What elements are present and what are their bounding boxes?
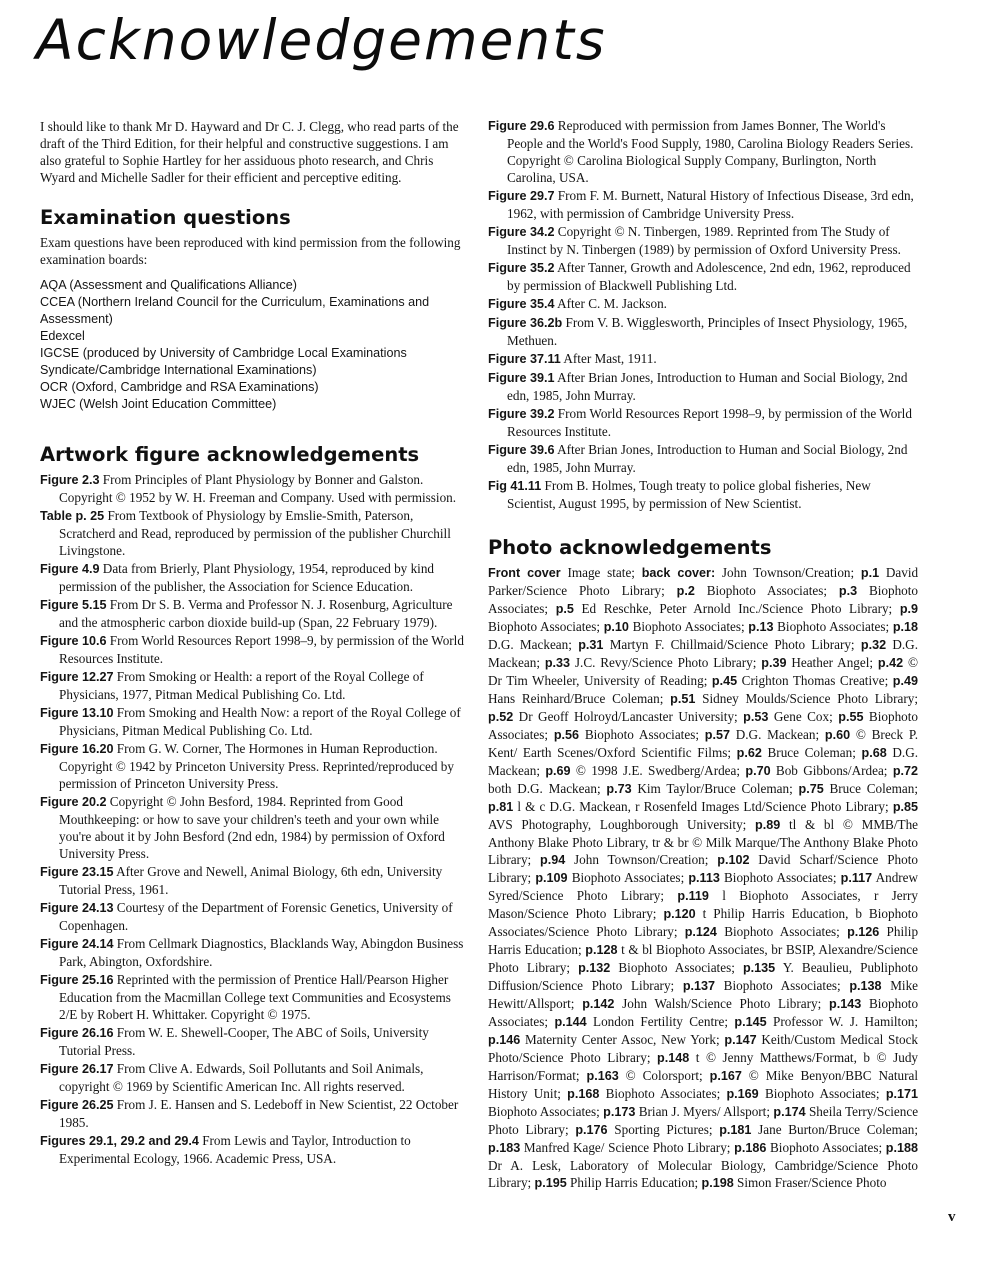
photo-credit-label: p.195 — [534, 1176, 567, 1190]
photo-credit-text: AVS Photography, Loughborough University; — [488, 817, 747, 832]
artwork-ack-item — [40, 740, 468, 792]
artwork-ack-text: After Grove and Newell, Animal Biology, 6th edn, University Tutorial Press, 1961. — [59, 864, 443, 897]
artwork-ack-item — [40, 935, 468, 970]
artwork-ack-item — [488, 441, 918, 476]
photo-credit-text: Bob Gibbons/Ardea; — [775, 763, 888, 778]
photo-credit-text: London Fertility Centre; — [593, 1014, 729, 1029]
photo-credit-text: Jane Burton/Bruce Coleman; — [758, 1122, 918, 1137]
photo-credit-text: Biophoto Associates; — [706, 583, 828, 598]
photo-credit-label: p.39 — [761, 656, 787, 670]
artwork-ack-label: Figures 29.1, 29.2 and 29.4 — [40, 1134, 199, 1148]
photo-credit-text: Biophoto Associates; — [770, 1140, 883, 1155]
photo-credit-label: p.73 — [606, 782, 632, 796]
photo-credit-label: p.117 — [840, 871, 873, 885]
photo-credit-text: Y. Beaulieu, Publiphoto Diffusion/Science Photo Library; — [488, 960, 919, 993]
photo-credit-text: Biophoto Associates; — [618, 960, 735, 975]
photo-credit-label: p.42 — [877, 656, 904, 670]
photo-credit-text: D.G. Mackean; — [488, 745, 919, 778]
exam-board: Edexcel — [40, 329, 85, 343]
artwork-ack-label: Table p. 25 — [40, 509, 105, 523]
photo-credit-text: © 1998 J.E. Swedberg/Ardea; — [575, 763, 741, 778]
exam-heading: Examination questions — [40, 206, 291, 229]
photo-credit-text: John Walsh/Science Photo Library; — [622, 996, 822, 1011]
photo-credit-label: p.49 — [892, 674, 918, 688]
photo-credit-label: p.198 — [701, 1176, 734, 1190]
artwork-ack-text: From J. E. Hansen and S. Ledeboff in New Scientist, 22 October 1985. — [59, 1097, 459, 1130]
photo-credit-text: D.G. Mackean; — [735, 727, 820, 742]
artwork-list-right — [488, 117, 918, 512]
photo-credit-label: p.94 — [540, 853, 566, 867]
photo-credit-text: Manfred Kage/ Science Photo Library; — [523, 1140, 731, 1155]
artwork-ack-item — [488, 369, 918, 404]
artwork-ack-item — [488, 405, 918, 440]
photo-credit-text: Sidney Moulds/Science Photo Library; — [702, 691, 919, 706]
photo-credit-text: Dr Geoff Holroyd/Lancaster University; — [518, 709, 738, 724]
photo-credit-text: D.G. Mackean; — [488, 637, 572, 652]
photo-credit-text: t © Jenny Matthews/Format, b © Judy Harrison/Format; — [488, 1050, 919, 1083]
photo-credit-text: t Philip Harris Education, b Biophoto Associates/Science Photo Library; — [488, 906, 919, 939]
photo-credit-text: Crighton Thomas Creative; — [741, 673, 889, 688]
artwork-ack-item — [40, 596, 468, 631]
artwork-ack-label: Figure 29.6 — [488, 119, 555, 133]
photo-credit-label: p.102 — [717, 853, 750, 867]
artwork-list-left — [40, 471, 468, 1167]
page-title: Acknowledgements — [36, 8, 607, 72]
photo-credit-text: both D.G. Mackean; — [488, 781, 601, 796]
photo-credit-label: p.119 — [677, 889, 709, 903]
photo-credit-text: Andrew Syred/Science Photo Library; — [488, 870, 919, 903]
photo-credit-label: p.18 — [892, 620, 919, 634]
artwork-ack-text: From V. B. Wigglesworth, Principles of Insect Physiology, 1965, Methuen. — [507, 315, 908, 348]
photo-credit-text: Biophoto Associates; — [724, 870, 837, 885]
photo-credit-text: Biophoto Associates; — [584, 727, 699, 742]
photo-credit-label: p.1 — [860, 566, 880, 580]
photo-credit-text: Bruce Coleman; — [767, 745, 856, 760]
photo-credit-label: p.163 — [586, 1069, 619, 1083]
photo-credit-label: p.68 — [861, 746, 887, 760]
artwork-ack-text: From Dr S. B. Verma and Professor N. J. Rosenburg, Agriculture and the atmospheric carbon dioxide build-up (Span, 22 February 1979). — [59, 597, 453, 630]
photo-credit-label: p.143 — [829, 997, 862, 1011]
photo-credit-text: D.G. Mackean; — [488, 637, 919, 670]
artwork-ack-label: Figure 35.2 — [488, 261, 555, 275]
photo-credit-label: p.148 — [657, 1051, 690, 1065]
artwork-ack-label: Figure 23.15 — [40, 865, 114, 879]
photo-credit-label: p.52 — [488, 710, 514, 724]
artwork-ack-item — [40, 704, 468, 739]
photo-credit-label: p.126 — [847, 925, 880, 939]
photo-credit-text: l Biophoto Associates, r Jerry Mason/Science Photo Library; — [488, 888, 919, 921]
photo-credit-label: p.51 — [670, 692, 696, 706]
exam-board: CCEA (Northern Ireland Council for the Curriculum, Examinations and Assessment) — [40, 295, 430, 326]
artwork-ack-item — [40, 471, 468, 506]
artwork-ack-item — [488, 187, 918, 222]
photo-credits — [488, 564, 918, 1192]
photo-credit-text: Professor W. J. Hamilton; — [772, 1014, 919, 1029]
artwork-ack-item — [488, 223, 918, 258]
photo-credit-label: p.89 — [755, 818, 781, 832]
photo-credit-label: p.33 — [544, 656, 571, 670]
artwork-ack-label: Figure 24.13 — [40, 901, 114, 915]
photo-credit-text: Sheila Terry/Science Photo Library; — [488, 1104, 919, 1137]
photo-credit-label: p.120 — [663, 907, 696, 921]
photo-credit-text: t & bl Biophoto Associates, br BSIP, Alexandre/Science Photo Library; — [488, 942, 919, 975]
photo-credit-label: p.171 — [885, 1087, 919, 1101]
photo-heading: Photo acknowledgements — [488, 536, 772, 559]
photo-credit-label: p.10 — [603, 620, 629, 634]
photo-credit-text: Biophoto Associates; — [488, 1104, 600, 1119]
photo-credit-label: p.57 — [704, 728, 730, 742]
artwork-ack-text: After Mast, 1911. — [563, 351, 657, 366]
photo-credit-label: p.137 — [682, 979, 716, 993]
exam-intro: Exam questions have been reproduced with kind permission from the following examination boards: — [40, 235, 461, 267]
artwork-ack-text: Courtesy of the Department of Forensic Genetics, University of Copenhagen. — [59, 900, 453, 933]
photo-credit-text: l & c D.G. Mackean, r Rosenfeld Images Ltd/Science Photo Library; — [517, 799, 889, 814]
artwork-ack-text: Copyright © John Besford, 1984. Reprinted from Good Mouthkeeping: or how to save your children's teeth and your own while you're about it by John Besford (2nd edn, 1984) by permission of Oxford University Press. — [59, 794, 445, 861]
photo-credit-label: p.181 — [719, 1123, 752, 1137]
photo-credit-label: p.81 — [488, 800, 514, 814]
artwork-ack-text: Data from Brierly, Plant Physiology, 1954, reproduced by kind permission of the publisher, the Association for Science Education. — [59, 561, 435, 594]
photo-credit-label: p.176 — [575, 1123, 608, 1137]
photo-credit-text: Biophoto Associates; — [723, 978, 841, 993]
artwork-ack-text: Reproduced with permission from James Bonner, The World's People and the World's Food Supply, 1980, Carolina Biology Readers Series. Copyright © Carolina Biological Supply Company, Burlington, North Carolina, USA. — [507, 118, 914, 185]
photo-credit-label: p.138 — [849, 979, 882, 993]
photo-credit-text: Biophoto Associates; — [724, 924, 840, 939]
artwork-ack-item — [488, 295, 918, 313]
photo-credit-text: Biophoto Associates; — [488, 583, 919, 616]
artwork-ack-label: Figure 37.11 — [488, 352, 561, 366]
photo-credit-label: p.173 — [603, 1105, 636, 1119]
artwork-ack-text: From Smoking and Health Now: a report of the Royal College of Physicians, Pitman Medical Publishing Co. Ltd. — [59, 705, 461, 738]
artwork-ack-text: From World Resources Report 1998–9, by permission of the World Resources Institute. — [59, 633, 464, 666]
photo-credit-label: p.9 — [899, 602, 919, 616]
artwork-ack-item — [40, 793, 468, 862]
artwork-ack-label: Figure 12.27 — [40, 670, 114, 684]
artwork-ack-label: Figure 35.4 — [488, 297, 555, 311]
photo-credit-text: Gene Cox; — [773, 709, 833, 724]
photo-credit-label: p.168 — [567, 1087, 600, 1101]
artwork-ack-text: From Cellmark Diagnostics, Blacklands Way, Abingdon Business Park, Abington, Oxfordshire. — [59, 936, 464, 969]
artwork-ack-item — [40, 863, 468, 898]
photo-credit-label: p.45 — [711, 674, 738, 688]
artwork-ack-label: Figure 39.1 — [488, 371, 555, 385]
exam-board-list — [40, 277, 468, 413]
photo-credit-label: p.186 — [734, 1141, 767, 1155]
artwork-ack-item — [488, 117, 918, 186]
photo-credit-text: Biophoto Associates; — [764, 1086, 880, 1101]
artwork-ack-item — [40, 899, 468, 934]
artwork-ack-text: From F. M. Burnett, Natural History of Infectious Disease, 3rd edn, 1962, with permission of Cambridge University Press. — [507, 188, 914, 221]
artwork-ack-label: Figure 26.16 — [40, 1026, 114, 1040]
artwork-ack-text: From Textbook of Physiology by Emslie-Smith, Paterson, Scratcherd and Read, reproduced by permission of the publisher Churchill Livingstone. — [59, 508, 451, 558]
photo-credit-text: Bruce Coleman; — [829, 781, 919, 796]
photo-credit-label: p.113 — [688, 871, 720, 885]
artwork-ack-label: Figure 4.9 — [40, 562, 100, 576]
artwork-ack-label: Figure 10.6 — [40, 634, 107, 648]
exam-board: AQA (Assessment and Qualifications Alliance) — [40, 278, 297, 292]
photo-credit-text: Hans Reinhard/Bruce Coleman; — [488, 691, 664, 706]
photo-credit-label: p.31 — [578, 638, 604, 652]
exam-board: WJEC (Welsh Joint Education Committee) — [40, 397, 277, 411]
artwork-ack-item — [40, 971, 468, 1023]
photo-credit-text: Biophoto Associates; — [488, 619, 601, 634]
photo-credit-text: © Dr Tim Wheeler, University of Reading; — [488, 655, 918, 688]
artwork-ack-label: Figure 39.6 — [488, 443, 555, 457]
photo-credit-label: back cover: — [641, 566, 716, 580]
artwork-ack-item — [40, 668, 468, 703]
photo-credit-label: p.69 — [545, 764, 571, 778]
artwork-ack-label: Figure 26.17 — [40, 1062, 114, 1076]
photo-credit-text: Sporting Pictures; — [614, 1122, 713, 1137]
photo-credit-label: p.169 — [726, 1087, 759, 1101]
photo-credit-text: Maternity Center Assoc, New York; — [524, 1032, 720, 1047]
intro-paragraph: I should like to thank Mr D. Hayward and Dr C. J. Clegg, who read parts of the draft of the Third Edition, for their helpful and constructive suggestions. I am also grateful to Sophie Hartley for her assiduous photo research, and Chris Wyard and Michelle Sadler for their efficient and perceptive editing. — [40, 119, 459, 185]
photo-credit-text: Simon Fraser/Science Photo — [737, 1175, 887, 1190]
photo-credit-text: Biophoto Associates; — [488, 709, 919, 742]
photo-credit-label: p.55 — [838, 710, 864, 724]
photo-credit-text: Martyn F. Chillmaid/Science Photo Library; — [609, 637, 855, 652]
photo-credit-text: Philip Harris Education; — [488, 924, 919, 957]
artwork-ack-label: Figure 24.14 — [40, 937, 114, 951]
photo-credit-label: p.13 — [748, 620, 774, 634]
exam-board: IGCSE (produced by University of Cambridge Local Examinations Syndicate/Cambridge International Examinations) — [40, 346, 407, 377]
photo-credit-text: Heather Angel; — [791, 655, 874, 670]
artwork-ack-text: From G. W. Corner, The Hormones in Human Reproduction. Copyright © 1942 by Princeton University Press. Reprinted/reproduced by permission of Princeton University Press. — [59, 741, 454, 791]
photo-credit-text: John Townson/Creation; — [574, 852, 709, 867]
artwork-ack-label: Figure 2.3 — [40, 473, 100, 487]
photo-credit-label: p.146 — [488, 1033, 521, 1047]
photo-credit-label: p.174 — [773, 1105, 806, 1119]
artwork-ack-text: After Brian Jones, Introduction to Human and Social Biology, 2nd edn, 1985, John Murray. — [507, 442, 908, 475]
artwork-ack-label: Figure 16.20 — [40, 742, 114, 756]
photo-credit-label: p.135 — [742, 961, 776, 975]
photo-credit-text: Dr A. Lesk, Laboratory of Molecular Biology, Cambridge/Science Photo Library; — [488, 1158, 918, 1190]
artwork-ack-text: After Tanner, Growth and Adolescence, 2nd edn, 1962, reproduced by permission of Blackwell Publishing Ltd. — [507, 260, 911, 293]
artwork-ack-label: Figure 34.2 — [488, 225, 555, 239]
artwork-ack-label: Figure 29.7 — [488, 189, 555, 203]
artwork-ack-label: Figure 25.16 — [40, 973, 114, 987]
photo-credit-label: p.70 — [745, 764, 771, 778]
photo-credit-label: p.5 — [555, 602, 574, 616]
photo-credit-text: David Scharf/Science Photo Library; — [488, 852, 918, 885]
artwork-ack-label: Figure 13.10 — [40, 706, 114, 720]
photo-credit-label: p.60 — [824, 728, 851, 742]
artwork-ack-item — [40, 632, 468, 667]
photo-credit-label: p.53 — [743, 710, 769, 724]
artwork-ack-text: From W. E. Shewell-Cooper, The ABC of Soils, University Tutorial Press. — [59, 1025, 429, 1058]
artwork-ack-text: After C. M. Jackson. — [557, 296, 667, 311]
artwork-ack-item — [40, 1060, 468, 1095]
photo-credit-label: p.142 — [582, 997, 615, 1011]
photo-credit-label: p.144 — [554, 1015, 587, 1029]
artwork-ack-text: From Smoking or Health: a report of the Royal College of Physicians, 1977, Pitman Medical Publishing Co. Ltd. — [59, 669, 424, 702]
artwork-ack-text: From Clive A. Edwards, Soil Pollutants and Soil Animals, copyright © 1969 by Scientific American Inc. All rights reserved. — [59, 1061, 424, 1094]
photo-credit-text: David Parker/Science Photo Library; — [488, 565, 919, 598]
photo-credit-label: p.3 — [838, 584, 858, 598]
photo-credit-text: Kim Taylor/Bruce Coleman; — [637, 781, 793, 796]
photo-credit-label: p.85 — [892, 800, 919, 814]
photo-credit-label: p.32 — [860, 638, 887, 652]
photo-credit-label: p.2 — [676, 584, 695, 598]
artwork-ack-text: From B. Holmes, Tough treaty to police global fisheries, New Scientist, August 1995, by permission of New Scientist. — [507, 478, 871, 511]
photo-credit-text: Biophoto Associates; — [571, 870, 685, 885]
artwork-ack-text: From World Resources Report 1998–9, by permission of the World Resources Institute. — [507, 406, 912, 439]
photo-credit-label: p.188 — [885, 1141, 919, 1155]
photo-credit-text: © Breck P. Kent/ Earth Scenes/Oxford Scientific Films; — [488, 727, 919, 760]
right-column — [488, 117, 918, 1192]
artwork-ack-item — [488, 314, 918, 349]
photo-credit-label: p.62 — [736, 746, 762, 760]
artwork-ack-text: After Brian Jones, Introduction to Human and Social Biology, 2nd edn, 1985, John Murray. — [507, 370, 908, 403]
artwork-ack-item — [40, 507, 468, 559]
photo-credit-label: p.109 — [535, 871, 568, 885]
page-number: v — [948, 1209, 956, 1225]
photo-credit-text: Philip Harris Education; — [570, 1175, 699, 1190]
artwork-ack-item — [488, 350, 918, 368]
photo-credit-label: p.147 — [724, 1033, 757, 1047]
photo-credit-label: p.167 — [709, 1069, 742, 1083]
artwork-ack-label: Figure 36.2b — [488, 316, 563, 330]
photo-credit-text: © Colorsport; — [625, 1068, 703, 1083]
photo-credit-text: Biophoto Associates; — [605, 1086, 721, 1101]
artwork-ack-item — [40, 1132, 468, 1167]
photo-credit-label: p.145 — [734, 1015, 767, 1029]
photo-credit-label: p.183 — [488, 1141, 521, 1155]
photo-credit-text: Image state; — [567, 565, 635, 580]
photo-credit-text: Brian J. Myers/ Allsport; — [638, 1104, 771, 1119]
artwork-ack-label: Figure 26.25 — [40, 1098, 114, 1112]
artwork-ack-item — [40, 1024, 468, 1059]
artwork-ack-label: Figure 5.15 — [40, 598, 107, 612]
photo-credit-label: p.132 — [578, 961, 611, 975]
photo-credit-text: © Mike Benyon/BBC Natural History Unit; — [488, 1068, 919, 1101]
photo-credit-text: Mike Hewitt/Allsport; — [488, 978, 919, 1011]
artwork-ack-item — [488, 477, 918, 512]
left-column — [40, 118, 468, 1168]
artwork-heading: Artwork figure acknowledgements — [40, 443, 420, 466]
photo-credit-text: J.C. Revy/Science Photo Library; — [574, 655, 757, 670]
photo-credit-label: p.56 — [553, 728, 580, 742]
photo-credit-text: Biophoto Associates; — [632, 619, 745, 634]
artwork-ack-label: Fig 41.11 — [488, 479, 542, 493]
photo-credit-label: Front cover — [488, 566, 561, 580]
photo-credit-label: p.124 — [684, 925, 717, 939]
photo-credit-text: Biophoto Associates; — [488, 996, 919, 1029]
photo-credit-label: p.128 — [585, 943, 618, 957]
artwork-ack-label: Figure 39.2 — [488, 407, 555, 421]
photo-credit-label: p.75 — [798, 782, 824, 796]
artwork-ack-label: Figure 20.2 — [40, 795, 107, 809]
photo-credit-text: John Townson/Creation; — [721, 565, 855, 580]
artwork-ack-item — [40, 560, 468, 595]
photo-credit-text: Keith/Custom Medical Stock Photo/Science Photo Library; — [488, 1032, 919, 1065]
artwork-ack-text: Reprinted with the permission of Prentice Hall/Pearson Higher Education from the Macmillan College text Communities and Ecosystems 2/E by Robert H. Whittaker. Copyright © 1975. — [59, 972, 451, 1022]
photo-credit-text: tl & bl © MMB/The Anthony Blake Photo Library, tr & br © Milk Marque/The Anthony Blake Photo Library; — [488, 817, 919, 867]
exam-board: OCR (Oxford, Cambridge and RSA Examinations) — [40, 380, 319, 394]
artwork-ack-text: From Principles of Plant Physiology by Bonner and Galston. Copyright © 1952 by W. H. Freeman and Company. Used with permission. — [59, 472, 457, 505]
artwork-ack-item — [40, 1096, 468, 1131]
artwork-ack-text: Copyright © N. Tinbergen, 1989. Reprinted from The Study of Instinct by N. Tinbergen (1989) by permission of Oxford University Press. — [507, 224, 901, 257]
photo-credit-text: Biophoto Associates; — [777, 619, 890, 634]
photo-credit-label: p.72 — [892, 764, 919, 778]
photo-credit-text: Ed Reschke, Peter Arnold Inc./Science Photo Library; — [581, 601, 893, 616]
artwork-ack-item — [488, 259, 918, 294]
artwork-ack-text: From Lewis and Taylor, Introduction to Experimental Ecology, 1966. Academic Press, USA. — [59, 1133, 411, 1166]
